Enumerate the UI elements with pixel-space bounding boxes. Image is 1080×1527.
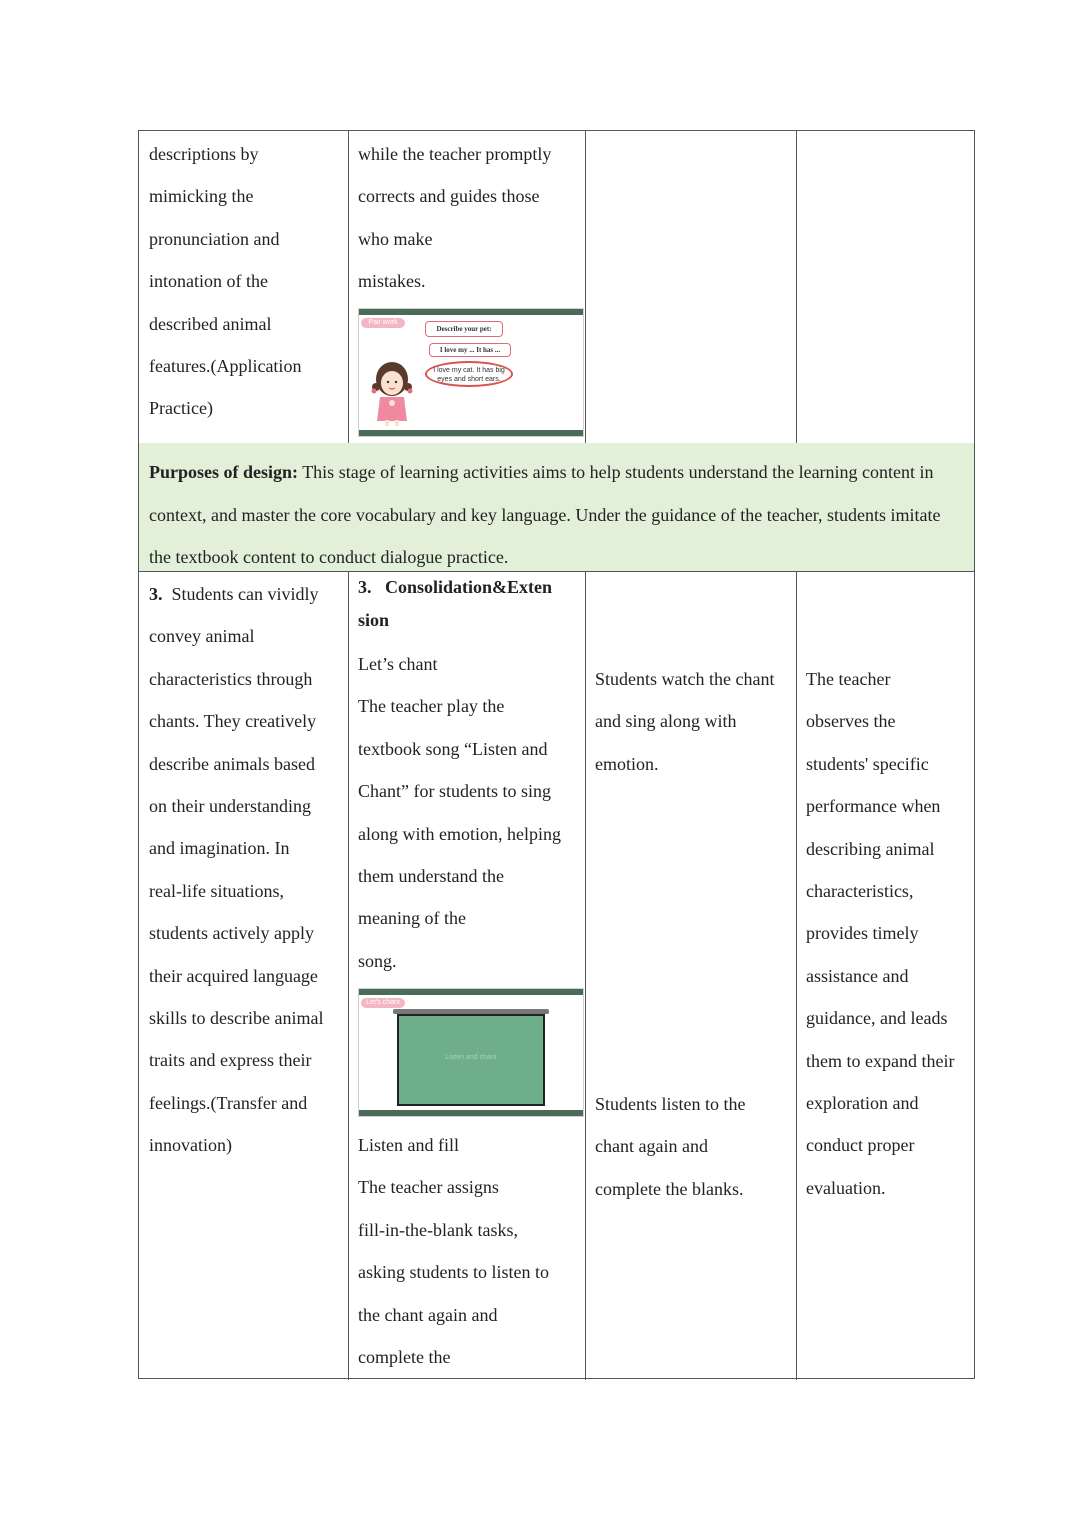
text-line: chants. They creatively [149,711,317,732]
text-line: traits and express their [149,1050,312,1071]
purpose-text [149,451,964,579]
text-line [149,573,344,615]
text-line: mistakes. [358,271,426,292]
slide-top-bar [359,309,583,315]
text-line: The teacher assigns [358,1177,499,1198]
text-line: The teacher play the [358,696,505,717]
text-line: descriptions by [149,144,259,164]
text-line: observes the [806,711,896,732]
row2-student-activity-cell-a [595,658,795,785]
text-line: describe animals based [149,753,315,774]
pair-work-slide [358,308,584,437]
text-line: their acquired language [149,965,318,986]
slide-pattern-bubble: I love my ... It has ... [429,343,511,357]
row1-objective-cell [149,133,344,430]
text-line: and imagination. In [149,838,290,859]
text-line: asking students to listen to [358,1262,549,1283]
text-line: real-life situations, [149,880,284,901]
text-line: provides timely [806,923,919,944]
text-line: complete the [358,1347,451,1368]
row2-teacher-activity-cell-a [358,643,584,982]
slide-tag: Pair work [361,318,405,328]
lesson-plan-table [138,130,975,1379]
text-line: Students watch the chant [595,669,775,689]
text-line: describing animal [806,838,935,859]
text-line: feelings.(Transfer and [149,1092,308,1113]
text-line: convey animal [149,626,255,647]
text-line: fill-in-the-blank tasks, [358,1219,518,1240]
text-line: mimicking the [149,186,254,207]
girl-illustration [367,357,417,427]
text-line: pronunciation and [149,228,280,249]
text-line: corrects and guides those [358,186,540,207]
row2-teacher-activity-cell-b [358,1124,584,1378]
text-line: chant again and [595,1136,708,1157]
row2-student-activity-cell-b [595,1083,795,1210]
row1-teacher-activity-cell [358,133,583,303]
text-line: conduct proper [806,1135,915,1156]
slide-top-bar [359,989,583,995]
chant-slide [358,988,584,1117]
text-line: emotion. [595,753,659,774]
objective-number: 3. [149,584,163,604]
text-line: intonation of the [149,271,268,292]
text-line: Listen and fill [358,1135,459,1155]
row2-objective-cell [149,573,344,1167]
slide-bottom-bar [359,1110,583,1116]
purpose-body: This stage of learning activities aims to help students understand the learning content in context, and master the core vocabulary and key language. Under the guidance of the teacher, students imitate the textbook content to conduct dialogue practice. [149,462,941,567]
column-divider [585,571,586,1380]
column-divider [585,131,586,443]
purpose-of-design-row [139,443,974,571]
text-line: described animal [149,313,272,334]
text-line: assistance and [806,965,909,986]
text-line: them to expand their [806,1050,955,1071]
text-line: evaluation. [806,1177,886,1198]
column-divider [796,571,797,1380]
purpose-label: Purposes of design: [149,462,299,482]
text-line: performance when [806,796,941,817]
row2-teacher-activity-heading [358,571,583,637]
slide-title-bubble: Describe your pet: [425,321,503,337]
slide-tag: Let's chant [361,998,405,1008]
text-line: guidance, and leads [806,1008,948,1029]
text-line: textbook song “Listen and [358,738,548,759]
row2-evaluation-cell [806,658,974,1209]
text-line: students actively apply [149,923,314,944]
text-line: Students listen to the [595,1094,746,1114]
text-line: along with emotion, helping [358,823,561,844]
text-line: The teacher [806,669,891,689]
text-line: while the teacher promptly [358,144,552,164]
screen-text: Listen and chant [445,1054,497,1061]
text-line: Practice) [149,398,213,419]
text-line: who make [358,228,433,249]
text-line: features.(Application [149,356,302,377]
section-heading: 3. Consolidation&Exten [358,577,553,597]
text-line: exploration and [806,1093,919,1114]
text-line: them understand the [358,866,504,887]
section-heading: sion [358,610,390,630]
text-line: the chant again and [358,1304,498,1325]
text-line: song. [358,950,397,971]
text-line: Let’s chant [358,654,438,674]
text-line: Chant” for students to sing [358,781,551,802]
text-line: meaning of the [358,908,466,929]
text-line: skills to describe animal [149,1008,324,1029]
text-line: complete the blanks. [595,1178,744,1199]
text-line: characteristics, [806,881,914,902]
text-line: innovation) [149,1135,232,1156]
chalkboard-screen [397,1014,545,1106]
slide-example-bubble: I love my cat. It has big eyes and short ears. [425,361,513,387]
text-line: and sing along with [595,711,737,732]
slide-bottom-bar [359,430,583,436]
column-divider [348,131,349,443]
column-divider [796,131,797,443]
text-line: on their understanding [149,796,311,817]
objective-first-line: Students can vividly [162,584,319,604]
text-line: characteristics through [149,668,313,689]
column-divider [348,571,349,1380]
text-line: students' specific [806,753,929,774]
